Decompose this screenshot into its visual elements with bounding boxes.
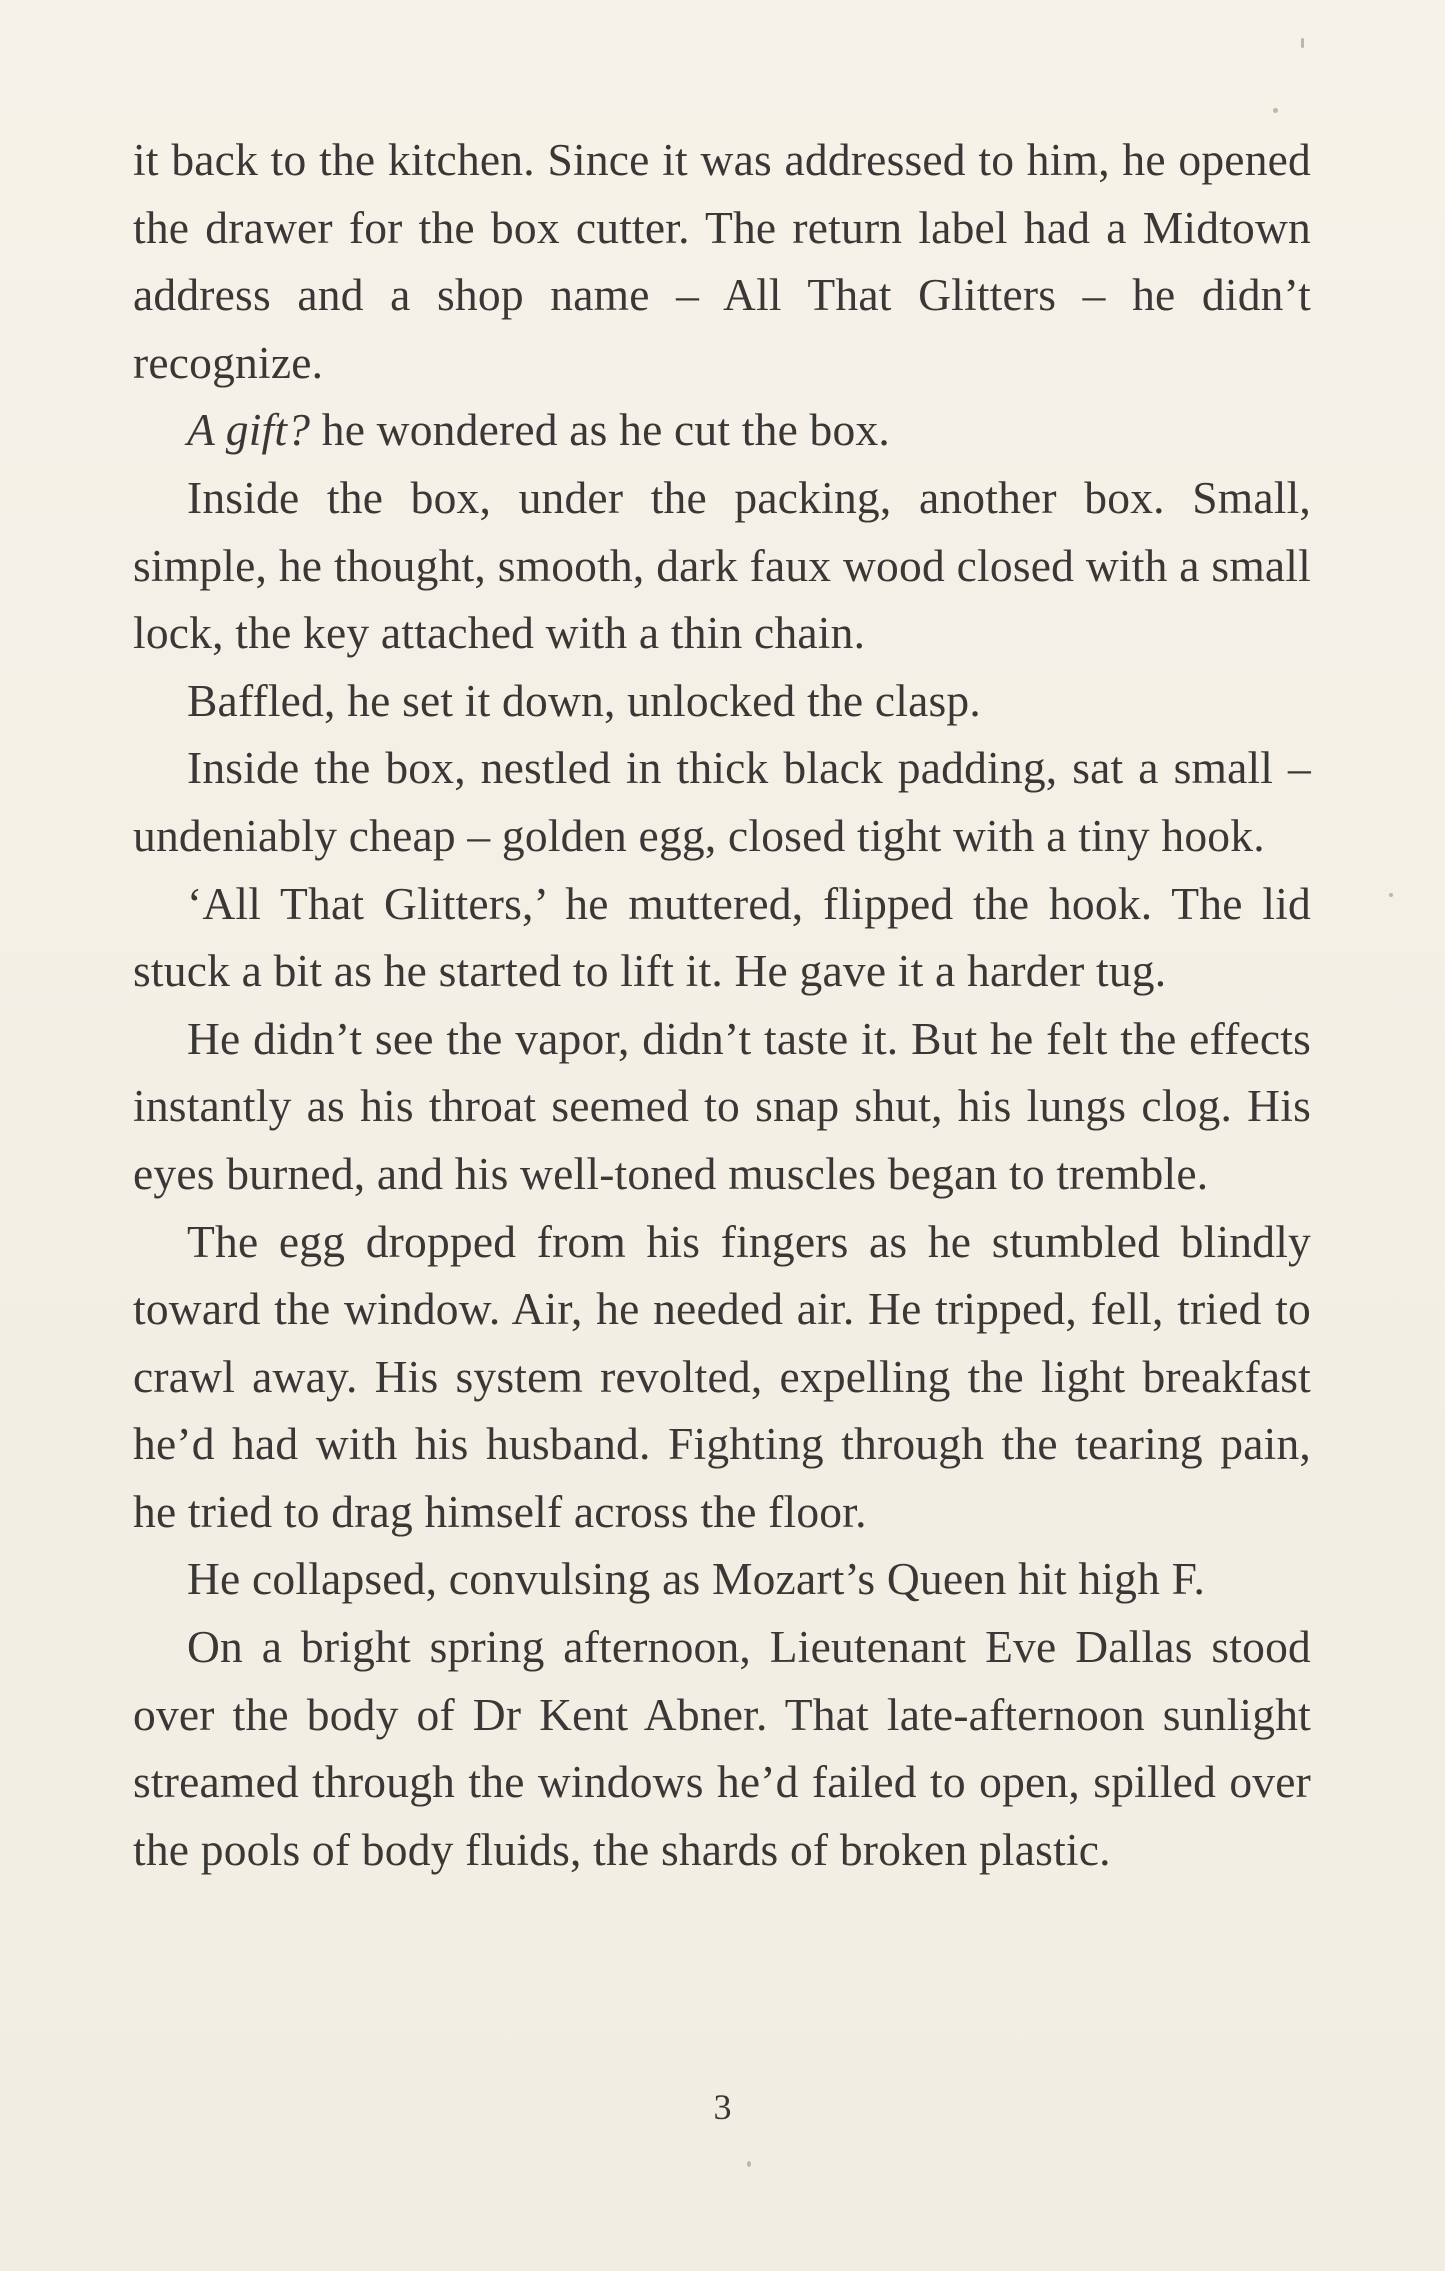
- paper-speck: [747, 2161, 751, 2167]
- paragraph-7: He didn’t see the vapor, didn’t taste it. But he felt the effects instantly as his throat seemed to snap shut, his lungs clog. His eyes burned, and his well-toned muscles began to tremble.: [133, 1012, 1311, 1199]
- paragraph-9: He collapsed, convulsing as Mozart’s Queen hit high F.: [187, 1553, 1206, 1605]
- paragraph-3: Inside the box, under the packing, another box. Small, simple, he thought, smooth, dark faux wood closed with a small lock, the key attached with a thin chain.: [133, 471, 1311, 659]
- italic-phrase: A gift?: [187, 404, 311, 456]
- paragraph-5: Inside the box, nestled in thick black padding, sat a small – undeniably cheap – golden egg, closed tight with a tiny hook.: [133, 742, 1311, 861]
- paragraph-1: it back to the kitchen. Since it was addressed to him, he opened the drawer for the box cutter. The return label had a Midtown address and a shop name – All That Glitters – he didn’t recognize.: [133, 134, 1311, 388]
- paper-speck: [1273, 108, 1278, 113]
- page-number: 3: [713, 2087, 732, 2127]
- paper-speck: [1301, 38, 1304, 48]
- paragraph-10: On a bright spring afternoon, Lieutenant Eve Dallas stood over the body of Dr Kent Abner. That late-afternoon sunlight streamed through the windows he’d failed to open, spilled over the pools of body fluids, the shards of broken plastic.: [133, 1621, 1311, 1875]
- paper-speck: [1389, 893, 1393, 897]
- paragraph-8: The egg dropped from his fingers as he stumbled blindly toward the window. Air, he needed air. He tripped, fell, tried to crawl away. His system revolted, expelling the light breakfast he’d had with his husband. Fighting through the tearing pain, he tried to drag himself across the floor.: [133, 1215, 1311, 1537]
- paragraph-4: Baffled, he set it down, unlocked the clasp.: [187, 674, 981, 726]
- paragraph-2: [133, 396, 1311, 464]
- body-text: [133, 126, 1311, 1883]
- paragraph-2-text: he wondered as he cut the box.: [310, 404, 890, 456]
- paragraph-6: ‘All That Glitters,’ he muttered, flipped the hook. The lid stuck a bit as he started to lift it. He gave it a harder tug.: [133, 877, 1311, 997]
